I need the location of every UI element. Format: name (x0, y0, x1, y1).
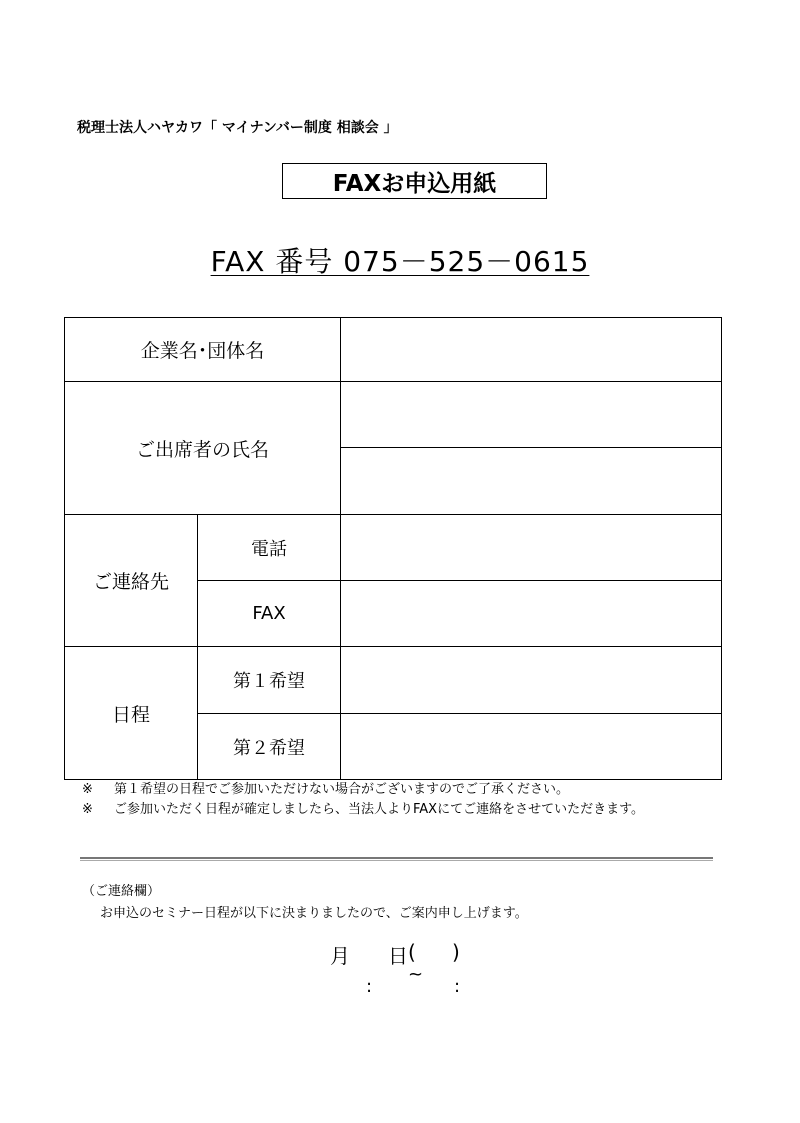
note-mark: ※ (82, 782, 93, 797)
note-text-1: 第１希望の日程でご参加いただけない場合がございますのでご了承ください。 (114, 782, 570, 797)
fax-input[interactable] (341, 581, 722, 647)
company-input[interactable] (341, 318, 722, 382)
note-text-2: ご参加いただく日程が確定しましたら、当法人よりFAXにてご連絡をさせていただきます。 (114, 802, 645, 817)
phone-label: 電話 (198, 515, 341, 581)
note-line-2 (82, 800, 644, 820)
start-time-colon: : (366, 976, 373, 997)
notes (82, 780, 644, 820)
weekday-close: ) (452, 940, 460, 964)
second-choice-label: 第２希望 (198, 714, 341, 780)
fax-number: FAX 番号 075－525－0615 (210, 245, 590, 278)
schedule-label: 日程 (65, 647, 198, 780)
attendee-input-1[interactable] (341, 382, 722, 448)
application-form-table (64, 317, 722, 780)
end-time-colon: : (454, 976, 461, 997)
fax-label: FAX (198, 581, 341, 647)
month-label: 月 (330, 944, 350, 968)
contact-label: ご連絡先 (65, 515, 198, 647)
organizer-heading: 税理士法人ハヤカワ「 マイナンバー制度 相談会 」 (77, 120, 398, 136)
day-label: 日 (388, 944, 408, 968)
contact-section-heading: （ご連絡欄） (82, 884, 161, 899)
company-label: 企業名･団体名 (65, 318, 341, 382)
contact-section-message: お申込のセミナー日程が以下に決まりましたので、ご案内申し上げます。 (100, 906, 528, 921)
form-title: FAXお申込用紙 (282, 163, 547, 199)
time-range-tilde: ~ (408, 964, 424, 985)
first-choice-input[interactable] (341, 647, 722, 714)
note-line-1 (82, 780, 644, 800)
first-choice-label: 第１希望 (198, 647, 341, 714)
second-choice-input[interactable] (341, 714, 722, 780)
section-divider (80, 857, 713, 861)
phone-input[interactable] (341, 515, 722, 581)
note-mark: ※ (82, 802, 93, 817)
attendee-input-2[interactable] (341, 448, 722, 515)
weekday-open: ( (408, 940, 416, 964)
attendee-label: ご出席者の氏名 (65, 382, 341, 515)
